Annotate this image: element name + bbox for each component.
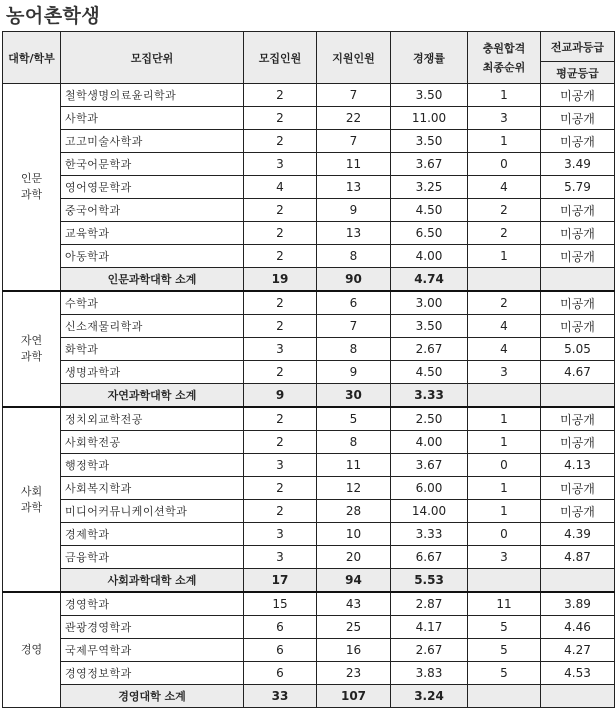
table-row	[3, 153, 615, 176]
unit-cell: 교육학과	[61, 222, 244, 245]
applicants-cell: 9	[317, 199, 391, 222]
applicants-cell: 10	[317, 523, 391, 546]
quota-cell: 2	[244, 107, 317, 130]
ratio-cell: 4.00	[391, 245, 468, 268]
grade-cell: 미공개	[541, 130, 615, 153]
quota-cell: 3	[244, 546, 317, 569]
unit-cell: 신소재물리학과	[61, 315, 244, 338]
unit-cell: 금융학과	[61, 546, 244, 569]
applicants-cell: 9	[317, 361, 391, 384]
table-body	[3, 84, 615, 708]
grade-cell: 미공개	[541, 107, 615, 130]
quota-cell: 3	[244, 523, 317, 546]
unit-cell: 관광경영학과	[61, 616, 244, 639]
grade-cell: 미공개	[541, 222, 615, 245]
grade-cell: 미공개	[541, 315, 615, 338]
ratio-cell: 4.17	[391, 616, 468, 639]
quota-cell: 2	[244, 315, 317, 338]
ratio-cell: 6.50	[391, 222, 468, 245]
grade-cell: 5.79	[541, 176, 615, 199]
ratio-cell: 2.87	[391, 592, 468, 616]
grade-cell: 미공개	[541, 477, 615, 500]
unit-cell: 수학과	[61, 291, 244, 315]
header-unit: 모집단위	[61, 32, 244, 84]
table-row	[3, 546, 615, 569]
rank-cell: 1	[468, 500, 541, 523]
quota-cell: 2	[244, 222, 317, 245]
table-row	[3, 407, 615, 431]
applicants-cell: 43	[317, 592, 391, 616]
subtotal-applicants: 30	[317, 384, 391, 408]
ratio-cell: 11.00	[391, 107, 468, 130]
ratio-cell: 4.50	[391, 361, 468, 384]
quota-cell: 2	[244, 477, 317, 500]
ratio-cell: 14.00	[391, 500, 468, 523]
grade-cell: 4.27	[541, 639, 615, 662]
page-title: 농어촌학생	[6, 5, 101, 27]
subtotal-applicants: 107	[317, 685, 391, 708]
rank-cell: 1	[468, 84, 541, 107]
rank-cell: 1	[468, 245, 541, 268]
rank-cell: 5	[468, 616, 541, 639]
ratio-cell: 2.67	[391, 338, 468, 361]
table-row	[3, 338, 615, 361]
unit-cell: 아동학과	[61, 245, 244, 268]
header-grade-group: 전교과등급	[541, 32, 615, 62]
subtotal-label: 자연과학대학 소계	[61, 384, 244, 408]
unit-cell: 정치외교학전공	[61, 407, 244, 431]
quota-cell: 3	[244, 338, 317, 361]
subtotal-empty-cell	[468, 384, 541, 408]
rank-cell: 3	[468, 546, 541, 569]
rank-cell: 5	[468, 639, 541, 662]
subtotal-quota: 19	[244, 268, 317, 292]
subtotal-ratio: 3.24	[391, 685, 468, 708]
header-quota: 모집인원	[244, 32, 317, 84]
rank-cell: 1	[468, 130, 541, 153]
unit-cell: 미디어커뮤니케이션학과	[61, 500, 244, 523]
applicants-cell: 20	[317, 546, 391, 569]
rank-cell: 1	[468, 431, 541, 454]
table-row	[3, 84, 615, 107]
subtotal-empty-cell	[541, 384, 615, 408]
ratio-cell: 3.50	[391, 315, 468, 338]
applicants-cell: 7	[317, 84, 391, 107]
subtotal-label: 사회과학대학 소계	[61, 569, 244, 593]
subtotal-ratio: 4.74	[391, 268, 468, 292]
subtotal-row	[3, 685, 615, 708]
applicants-cell: 28	[317, 500, 391, 523]
unit-cell: 행정학과	[61, 454, 244, 477]
ratio-cell: 3.67	[391, 454, 468, 477]
subtotal-row	[3, 268, 615, 292]
rank-cell: 1	[468, 477, 541, 500]
quota-cell: 3	[244, 454, 317, 477]
unit-cell: 철학생명의료윤리학과	[61, 84, 244, 107]
grade-cell: 3.89	[541, 592, 615, 616]
subtotal-label: 경영대학 소계	[61, 685, 244, 708]
table-row	[3, 523, 615, 546]
grade-cell: 4.67	[541, 361, 615, 384]
table-row	[3, 639, 615, 662]
table-row	[3, 431, 615, 454]
ratio-cell: 3.67	[391, 153, 468, 176]
applicants-cell: 8	[317, 338, 391, 361]
rank-cell: 0	[468, 454, 541, 477]
quota-cell: 2	[244, 130, 317, 153]
college-cell: 인문 과학	[3, 84, 61, 292]
unit-cell: 고고미술사학과	[61, 130, 244, 153]
subtotal-empty-cell	[541, 569, 615, 593]
unit-cell: 사학과	[61, 107, 244, 130]
applicants-cell: 13	[317, 222, 391, 245]
applicants-cell: 11	[317, 454, 391, 477]
quota-cell: 6	[244, 616, 317, 639]
subtotal-label: 인문과학대학 소계	[61, 268, 244, 292]
applicants-cell: 5	[317, 407, 391, 431]
subtotal-row	[3, 384, 615, 408]
rank-cell: 2	[468, 199, 541, 222]
rank-cell: 11	[468, 592, 541, 616]
grade-cell: 4.53	[541, 662, 615, 685]
unit-cell: 사회학전공	[61, 431, 244, 454]
quota-cell: 2	[244, 500, 317, 523]
subtotal-empty-cell	[541, 268, 615, 292]
rank-cell: 0	[468, 523, 541, 546]
quota-cell: 2	[244, 245, 317, 268]
rank-cell: 4	[468, 338, 541, 361]
subtotal-quota: 9	[244, 384, 317, 408]
rank-cell: 3	[468, 107, 541, 130]
grade-cell: 4.87	[541, 546, 615, 569]
applicants-cell: 6	[317, 291, 391, 315]
unit-cell: 한국어문학과	[61, 153, 244, 176]
ratio-cell: 2.67	[391, 639, 468, 662]
grade-cell: 미공개	[541, 291, 615, 315]
header-college: 대학/학부	[3, 32, 61, 84]
ratio-cell: 4.00	[391, 431, 468, 454]
unit-cell: 화학과	[61, 338, 244, 361]
subtotal-applicants: 90	[317, 268, 391, 292]
ratio-cell: 6.67	[391, 546, 468, 569]
unit-cell: 경제학과	[61, 523, 244, 546]
quota-cell: 6	[244, 662, 317, 685]
quota-cell: 2	[244, 431, 317, 454]
ratio-cell: 2.50	[391, 407, 468, 431]
admission-results-table	[2, 31, 615, 708]
unit-cell: 국제무역학과	[61, 639, 244, 662]
rank-cell: 2	[468, 222, 541, 245]
unit-cell: 사회복지학과	[61, 477, 244, 500]
applicants-cell: 25	[317, 616, 391, 639]
ratio-cell: 4.50	[391, 199, 468, 222]
table-row	[3, 454, 615, 477]
quota-cell: 3	[244, 153, 317, 176]
college-cell: 경영	[3, 592, 61, 708]
applicants-cell: 12	[317, 477, 391, 500]
rank-cell: 5	[468, 662, 541, 685]
header-applicants: 지원인원	[317, 32, 391, 84]
unit-cell: 중국어학과	[61, 199, 244, 222]
applicants-cell: 8	[317, 245, 391, 268]
grade-cell: 미공개	[541, 84, 615, 107]
grade-cell: 미공개	[541, 245, 615, 268]
rank-cell: 3	[468, 361, 541, 384]
quota-cell: 2	[244, 407, 317, 431]
ratio-cell: 3.50	[391, 84, 468, 107]
rank-cell: 0	[468, 153, 541, 176]
grade-cell: 5.05	[541, 338, 615, 361]
table-row	[3, 176, 615, 199]
table-row	[3, 477, 615, 500]
applicants-cell: 22	[317, 107, 391, 130]
subtotal-ratio: 3.33	[391, 384, 468, 408]
ratio-cell: 3.83	[391, 662, 468, 685]
subtotal-quota: 33	[244, 685, 317, 708]
college-cell: 사회 과학	[3, 407, 61, 592]
table-row	[3, 199, 615, 222]
grade-cell: 미공개	[541, 431, 615, 454]
table-row	[3, 592, 615, 616]
table-row	[3, 361, 615, 384]
header-final-rank: 충원합격 최종순위	[468, 32, 541, 84]
applicants-cell: 23	[317, 662, 391, 685]
grade-cell: 4.46	[541, 616, 615, 639]
unit-cell: 경영학과	[61, 592, 244, 616]
table-row	[3, 291, 615, 315]
subtotal-applicants: 94	[317, 569, 391, 593]
ratio-cell: 3.50	[391, 130, 468, 153]
table-row	[3, 130, 615, 153]
table-row	[3, 107, 615, 130]
table-row	[3, 315, 615, 338]
subtotal-empty-cell	[468, 268, 541, 292]
table-row	[3, 500, 615, 523]
quota-cell: 6	[244, 639, 317, 662]
grade-cell: 3.49	[541, 153, 615, 176]
grade-cell: 4.13	[541, 454, 615, 477]
grade-cell: 미공개	[541, 199, 615, 222]
applicants-cell: 11	[317, 153, 391, 176]
unit-cell: 생명과학과	[61, 361, 244, 384]
ratio-cell: 3.33	[391, 523, 468, 546]
header-avg-grade: 평균등급	[541, 62, 615, 84]
subtotal-quota: 17	[244, 569, 317, 593]
quota-cell: 4	[244, 176, 317, 199]
table-row	[3, 662, 615, 685]
grade-cell: 미공개	[541, 500, 615, 523]
quota-cell: 2	[244, 199, 317, 222]
table-row	[3, 222, 615, 245]
quota-cell: 2	[244, 84, 317, 107]
rank-cell: 4	[468, 315, 541, 338]
subtotal-empty-cell	[468, 569, 541, 593]
unit-cell: 경영정보학과	[61, 662, 244, 685]
ratio-cell: 3.00	[391, 291, 468, 315]
applicants-cell: 8	[317, 431, 391, 454]
unit-cell: 영어영문학과	[61, 176, 244, 199]
quota-cell: 2	[244, 291, 317, 315]
applicants-cell: 7	[317, 315, 391, 338]
subtotal-row	[3, 569, 615, 593]
quota-cell: 2	[244, 361, 317, 384]
ratio-cell: 6.00	[391, 477, 468, 500]
grade-cell: 4.39	[541, 523, 615, 546]
applicants-cell: 13	[317, 176, 391, 199]
table-row	[3, 245, 615, 268]
ratio-cell: 3.25	[391, 176, 468, 199]
quota-cell: 15	[244, 592, 317, 616]
table-row	[3, 616, 615, 639]
applicants-cell: 7	[317, 130, 391, 153]
subtotal-ratio: 5.53	[391, 569, 468, 593]
rank-cell: 4	[468, 176, 541, 199]
rank-cell: 2	[468, 291, 541, 315]
header-ratio: 경쟁률	[391, 32, 468, 84]
applicants-cell: 16	[317, 639, 391, 662]
subtotal-empty-cell	[468, 685, 541, 708]
subtotal-empty-cell	[541, 685, 615, 708]
college-cell: 자연 과학	[3, 291, 61, 407]
rank-cell: 1	[468, 407, 541, 431]
grade-cell: 미공개	[541, 407, 615, 431]
